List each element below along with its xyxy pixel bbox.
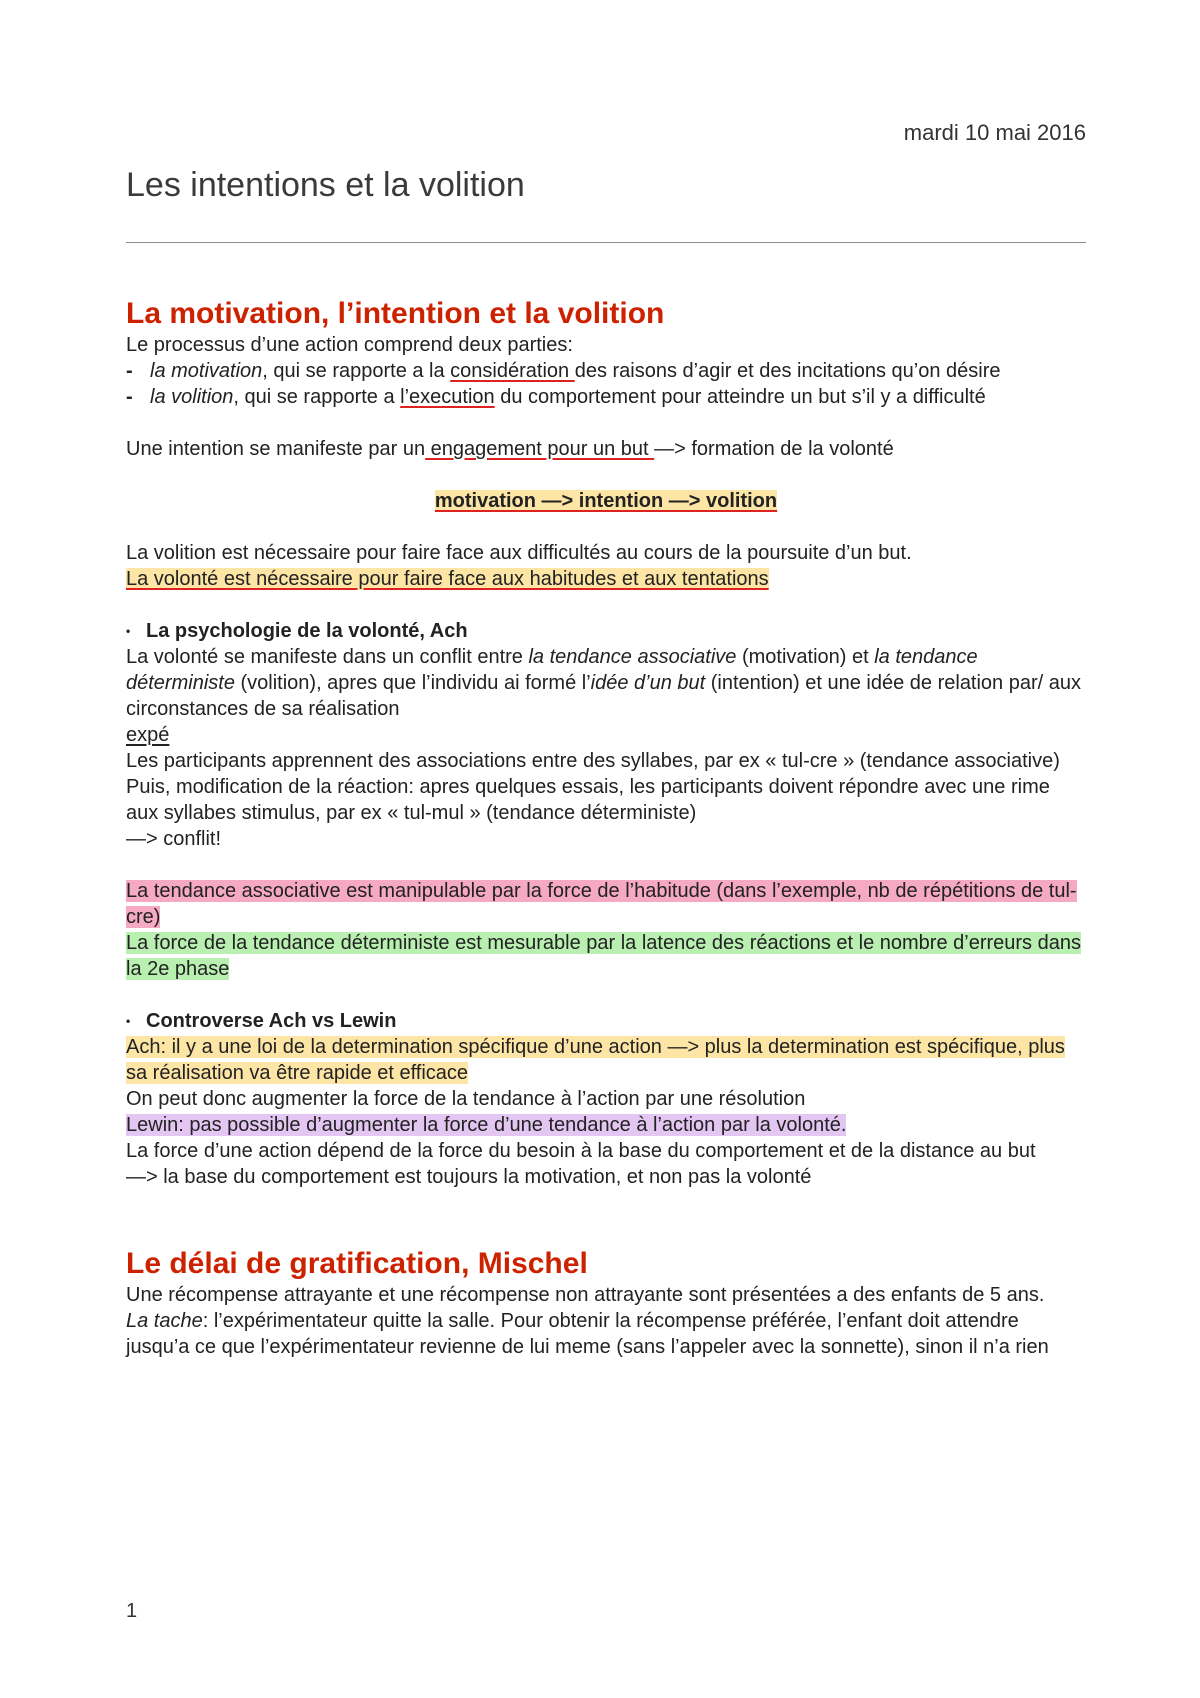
volition-paragraph: La volition est nécessaire pour faire face aux difficultés au cours de la poursuite d’un but.: [126, 542, 912, 564]
section-heading-motivation: La motivation, l’intention et la volition: [126, 297, 665, 330]
expe-paragraph-1: Les participants apprennent des associations entre des syllabes, par ex « tul-cre » (tendance associative): [126, 750, 1060, 772]
section-heading-mischel: Le délai de gratification, Mischel: [126, 1247, 588, 1280]
highlighted-text: Lewin: pas possible d’augmenter la force d’une tendance à l’action par la volonté.: [126, 1114, 847, 1136]
formula-line: [126, 488, 1086, 514]
bullet-dot-icon: •: [126, 624, 131, 638]
intro-paragraph: Le processus d’une action comprend deux parties:: [126, 334, 573, 356]
page-number: 1: [126, 1600, 138, 1622]
resolution-paragraph: On peut donc augmenter la force de la tendance à l’action par une résolution: [126, 1088, 806, 1110]
underlined-term: engagement pour un but: [425, 438, 655, 460]
volonte-paragraph: [126, 566, 1086, 592]
title-divider: [126, 242, 1086, 243]
purple-highlight-paragraph: [126, 1112, 1086, 1138]
highlighted-text: La volonté est nécessaire pour faire face aux habitudes et aux tentations: [126, 568, 769, 590]
mischel-paragraph-1: Une récompense attrayante et une récompense non attrayante sont présentées a des enfants de 5 ans.: [126, 1284, 1045, 1306]
document-date: mardi 10 mai 2016: [903, 120, 1086, 145]
list-item: - la volition, qui se rapporte a l’execution du comportement pour atteindre un but s’il y a difficulté: [126, 386, 986, 408]
parts-list: [126, 358, 1086, 410]
conclusion-line: —> la base du comportement est toujours la motivation, et non pas la volonté: [126, 1166, 812, 1188]
dash-bullet-icon: -: [126, 386, 133, 408]
list-item: - la motivation, qui se rapporte a la considération des raisons d’agir et des incitations qu’on désire: [126, 360, 1001, 382]
underlined-term: l’execution: [400, 386, 495, 408]
expe-label: expé: [126, 724, 170, 746]
document-title: Les intentions et la volition: [126, 166, 525, 204]
subheading-ach: • La psychologie de la volonté, Ach: [126, 620, 468, 642]
orange-highlight-paragraph: [126, 1034, 1086, 1086]
green-highlight-paragraph: [126, 930, 1086, 982]
document-body: [126, 296, 1086, 1360]
ach-paragraph: La volonté se manifeste dans un conflit entre la tendance associative (motivation) et la tendance déterministe (volition), apres que l’individu ai formé l’idée d’un but (intention) et une idée de relation par/ aux circonstances de sa réalisation: [126, 646, 1082, 720]
highlighted-text: La force de la tendance déterministe est mesurable par la latence des réactions et le nombre d’erreurs dans la 2e phase: [126, 932, 1081, 980]
subheading-controverse: • Controverse Ach vs Lewin: [126, 1010, 397, 1032]
intention-paragraph: Une intention se manifeste par un engagement pour un but —> formation de la volonté: [126, 438, 894, 460]
expe-paragraph-2: Puis, modification de la réaction: apres quelques essais, les participants doivent répondre avec une rime aux syllabes stimulus, par ex « tul-mul » (tendance déterministe): [126, 776, 1050, 824]
formula-highlight: motivation —> intention —> volition: [434, 490, 778, 512]
conflict-line: —> conflit!: [126, 828, 222, 850]
mischel-paragraph-2: La tache: l’expérimentateur quitte la salle. Pour obtenir la récompense préférée, l’enfant doit attendre jusqu’a ce que l’expérimentateur revienne de lui meme (sans l’appeler avec la sonnette), sinon il n’a rien: [126, 1310, 1049, 1358]
highlighted-text: La tendance associative est manipulable par la force de l’habitude (dans l’exemple, nb de répétitions de tul-cre): [126, 880, 1077, 928]
force-paragraph: La force d’une action dépend de la force du besoin à la base du comportement et de la distance au but: [126, 1140, 1036, 1162]
highlighted-text: Ach: il y a une loi de la determination spécifique d’une action —> plus la determination est spécifique, plus sa réalisation va être rapide et efficace: [126, 1036, 1065, 1084]
bullet-dot-icon: •: [126, 1014, 131, 1028]
pink-highlight-paragraph: [126, 878, 1086, 930]
underlined-term: considération: [450, 360, 575, 382]
dash-bullet-icon: -: [126, 360, 133, 382]
